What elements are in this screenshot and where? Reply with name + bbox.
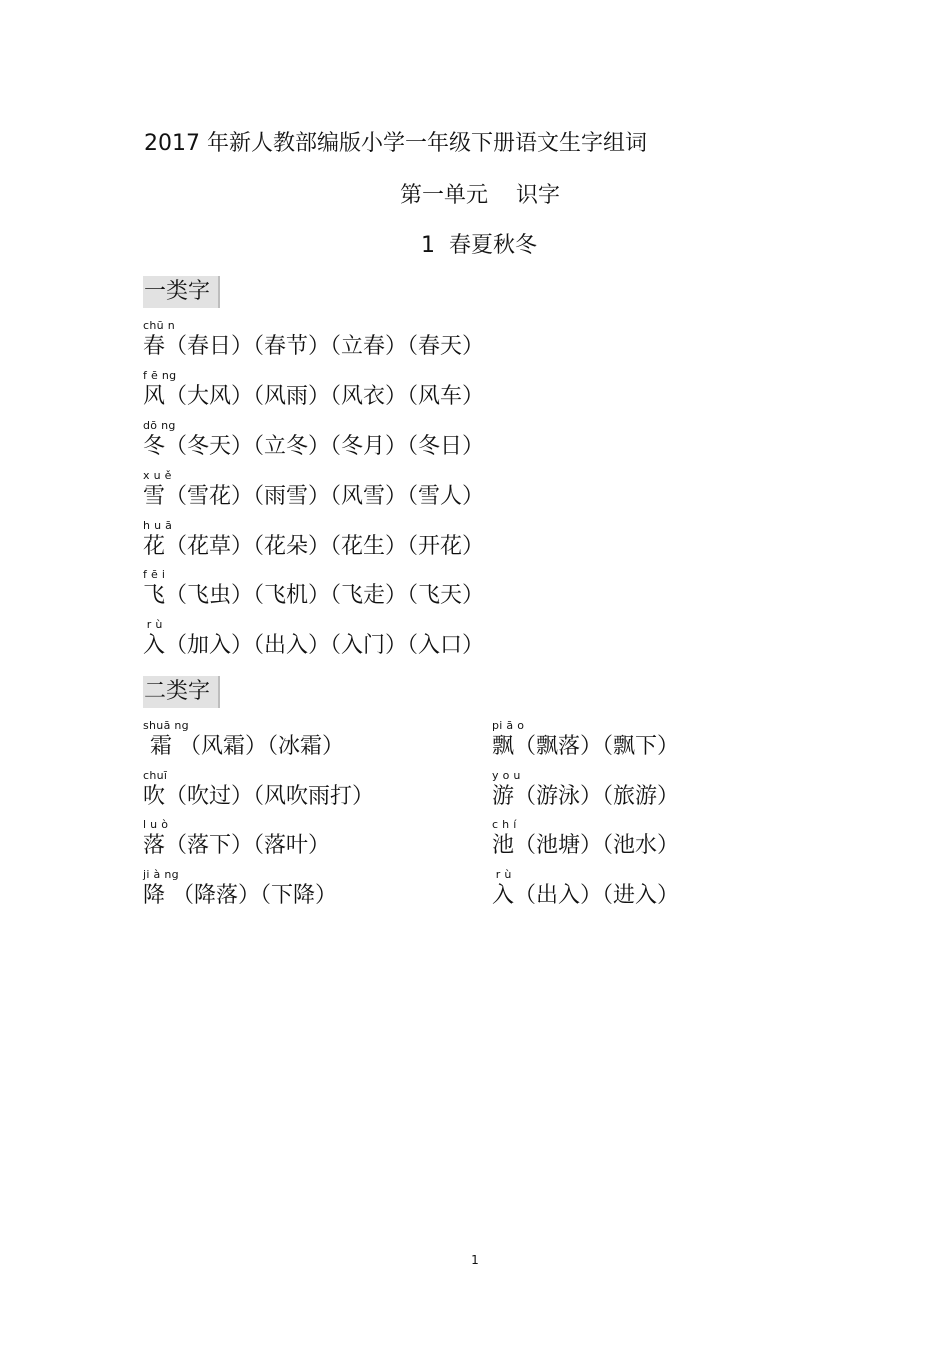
pinyin: dō ng <box>143 419 176 432</box>
pinyin: h u ā <box>143 519 173 532</box>
word-group: 游（游泳）（旅游） <box>492 784 680 809</box>
entry-dong <box>143 420 484 461</box>
word-group: 飘（飘落）（飘下） <box>492 734 680 759</box>
entry-chun <box>143 320 484 361</box>
pinyin: r ù <box>143 618 163 631</box>
entry-jiang <box>143 869 337 910</box>
word-group: 飞（飞虫）（飞机）（飞走）（飞天） <box>143 583 485 608</box>
entry-feng <box>143 370 484 411</box>
word-group: 降 （降落）（下降） <box>143 883 337 908</box>
entry-ru <box>143 619 484 660</box>
pinyin: f ē i <box>143 568 166 581</box>
pinyin: c h í <box>492 818 517 831</box>
section-label-class-two: 二类字 <box>143 676 220 708</box>
entry-luo <box>143 819 330 860</box>
word-group: 雪（雪花）（雨雪）（风雪）（雪人） <box>143 484 485 509</box>
entry-xue <box>143 470 484 511</box>
entry-piao <box>492 720 679 761</box>
unit-title: 第一单元 识字 <box>400 183 560 208</box>
entry-ru-2 <box>492 869 679 910</box>
pinyin: chuī <box>143 769 168 782</box>
pinyin: y o u <box>492 769 521 782</box>
entry-shuang <box>143 720 344 761</box>
word-group: 池（池塘）（池水） <box>492 833 680 858</box>
section-label-class-one: 一类字 <box>143 276 220 308</box>
document-title: 2017 年新人教部编版小学一年级下册语文生字组词 <box>144 131 647 156</box>
entry-you <box>492 770 679 811</box>
pinyin: f ē ng <box>143 369 177 382</box>
word-group: 落（落下）（落叶） <box>143 833 331 858</box>
pinyin: shuā ng <box>143 719 189 732</box>
entry-chui <box>143 770 374 811</box>
entry-chi <box>492 819 679 860</box>
word-group: 入（加入）（出入）（入门）（入口） <box>143 633 485 658</box>
lesson-title: 1 春夏秋冬 <box>421 233 537 258</box>
word-group: 春（春日）（春节）（立春）（春天） <box>143 334 485 359</box>
pinyin: r ù <box>492 868 512 881</box>
word-group: 入（出入）（进入） <box>492 883 680 908</box>
word-group: 风（大风）（风雨）（风衣）（风车） <box>143 384 485 409</box>
page-number: 1 <box>471 1253 479 1267</box>
pinyin: ji à ng <box>143 868 179 881</box>
entry-hua <box>143 520 484 561</box>
pinyin: l u ò <box>143 818 169 831</box>
word-group: 花（花草）（花朵）（花生）（开花） <box>143 534 485 559</box>
pinyin: x u ě <box>143 469 172 482</box>
pinyin: pi ā o <box>492 719 525 732</box>
word-group: 霜 （风霜）（冰霜） <box>143 734 344 759</box>
entry-fei <box>143 569 484 610</box>
pinyin: chū n <box>143 319 175 332</box>
word-group: 冬（冬天）（立冬）（冬月）（冬日） <box>143 434 485 459</box>
word-group: 吹（吹过）（风吹雨打） <box>143 784 375 809</box>
